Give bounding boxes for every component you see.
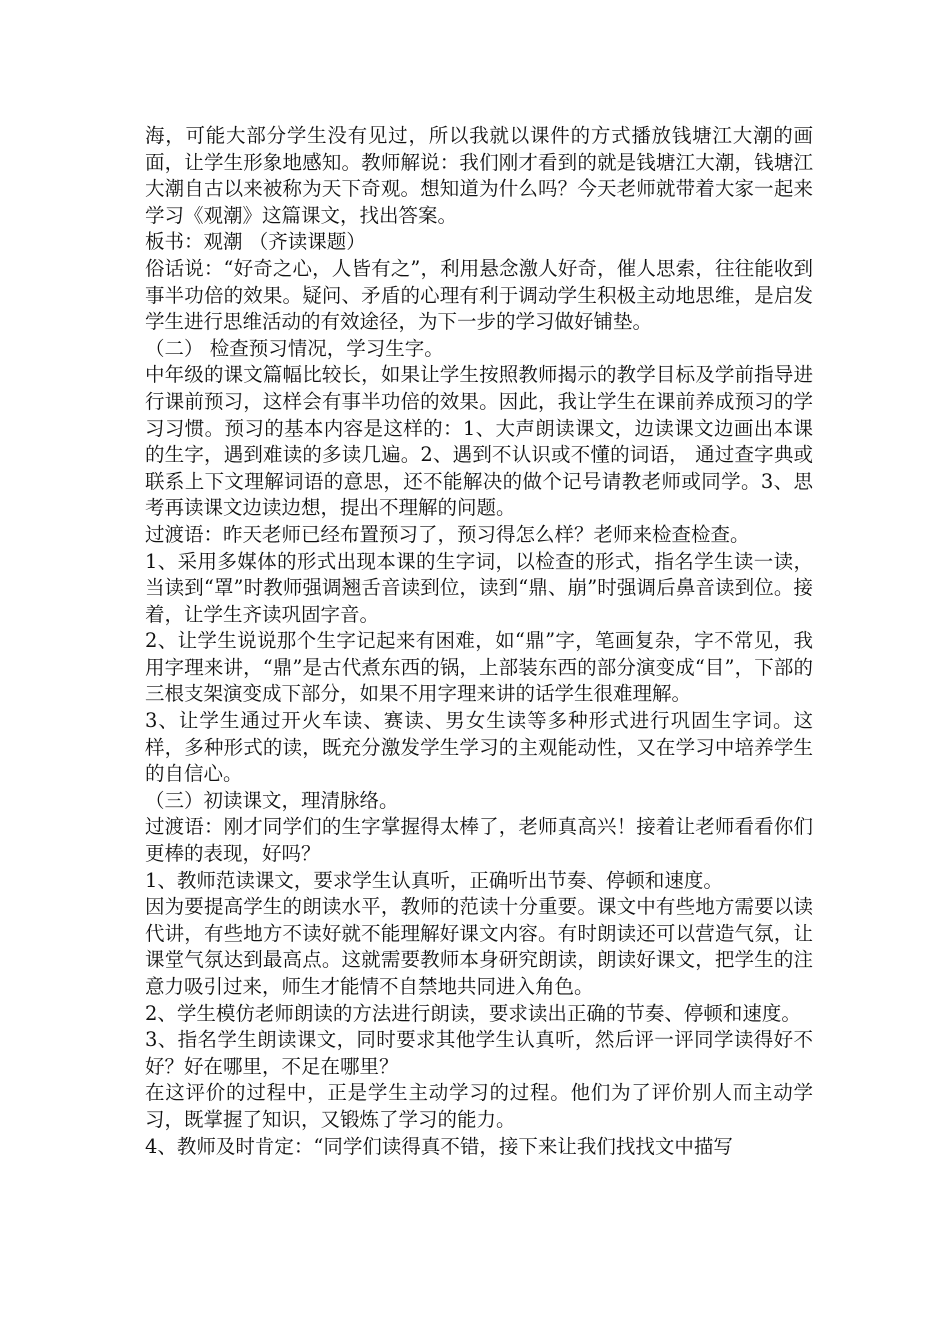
paragraph-transition-check: 过渡语：昨天老师已经布置预习了，预习得怎么样？老师来检查检查。 — [145, 522, 750, 546]
document-body — [145, 123, 813, 1160]
paragraph-step-3-reading: 3、让学生通过开火车读、赛读、男女生读等多种形式进行巩固生字词。这样，多种形式的读，既充分激发学生学习的主观能动性，又在学习中培养学生的自信心。 — [145, 709, 813, 786]
paragraph-model-reading: 1、教师范读课文，要求学生认真听，正确听出节奏、停顿和速度。 — [145, 868, 723, 892]
paragraph-blackboard-title: 板书：观潮 （齐读课题） — [145, 230, 366, 254]
paragraph-step-2-ding: 2、让学生说说那个生字记起来有困难，如“鼎”字，笔画复杂，字不常见，我用字理来讲，“鼎”是古代煮东西的锅，上部装东西的部分演变成“目”，下部的三根支架演变成下部分，如果不用字理来讲的话学生很难理解。 — [145, 629, 813, 706]
section-heading-2: （二） 检查预习情况，学习生字。 — [145, 336, 444, 360]
paragraph-intro-video: 海，可能大部分学生没有见过，所以我就以课件的方式播放钱塘江大潮的画面，让学生形象地感知。教师解说：我们刚才看到的就是钱塘江大潮，钱塘江大潮自古以来被称为天下奇观。想知道为什么吗？今天老师就带着大家一起来学习《观潮》这篇课文，找出答案。 — [145, 124, 813, 227]
paragraph-teacher-affirm: 4、教师及时肯定：“同学们读得真不错，接下来让我们找找文中描写 — [145, 1134, 733, 1158]
paragraph-preview-method: 中年级的课文篇幅比较长，如果让学生按照教师揭示的教学目标及学前指导进行课前预习，这样会有事半功倍的效果。因此，我让学生在课前养成预习的学习习惯。预习的基本内容是这样的：1、大声朗读课文，边读课文边画出本课的生字，遇到难读的多读几遍。2、遇到不认识或不懂的词语， 通过查字典或联系上下文理解词语的意思，还不能解决的做个记号请教老师或同学。3、思考再读课文边读边想，提出不理解的问题。 — [145, 363, 813, 520]
paragraph-step-1-multimedia: 1、采用多媒体的形式出现本课的生字词，以检查的形式，指名学生读一读，当读到“罩”时教师强调翘舌音读到位，读到“鼎、崩”时强调后鼻音读到位。接着，让学生齐读巩固字音。 — [145, 549, 813, 626]
paragraph-evaluation-process: 在这评价的过程中，正是学生主动学习的过程。他们为了评价别人而主动学习，既掌握了知识，又锻炼了学习的能力。 — [145, 1081, 813, 1131]
paragraph-transition-praise: 过渡语：刚才同学们的生字掌握得太棒了，老师真高兴！接着让老师看看你们更棒的表现，好吗？ — [145, 815, 813, 866]
paragraph-imitate-reading: 2、学生模仿老师朗读的方法进行朗读，要求读出正确的节奏、停顿和速度。 — [145, 1001, 801, 1025]
paragraph-peer-evaluation: 3、指名学生朗读课文，同时要求其他学生认真听，然后评一评同学读得好不好？好在哪里，不足在哪里？ — [145, 1028, 813, 1078]
paragraph-proverb-suspense: 俗话说：“好奇之心，人皆有之”，利用悬念激人好奇，催人思索，往往能收到事半功倍的效果。疑问、矛盾的心理有利于调动学生积极主动地思维，是启发学生进行思维活动的有效途径，为下一步的学习做好铺垫。 — [145, 256, 813, 334]
section-heading-3: （三）初读课文，理清脉络。 — [145, 788, 399, 812]
paragraph-model-reading-reason: 因为要提高学生的朗读水平，教师的范读十分重要。课文中有些地方需要以读代讲，有些地方不读好就不能理解好课文内容。有时朗读还可以营造气氛，让课堂气氛达到最高点。这就需要教师本身研究朗读，朗读好课文，把学生的注意力吸引过来，师生才能情不自禁地共同进入角色。 — [145, 895, 813, 998]
